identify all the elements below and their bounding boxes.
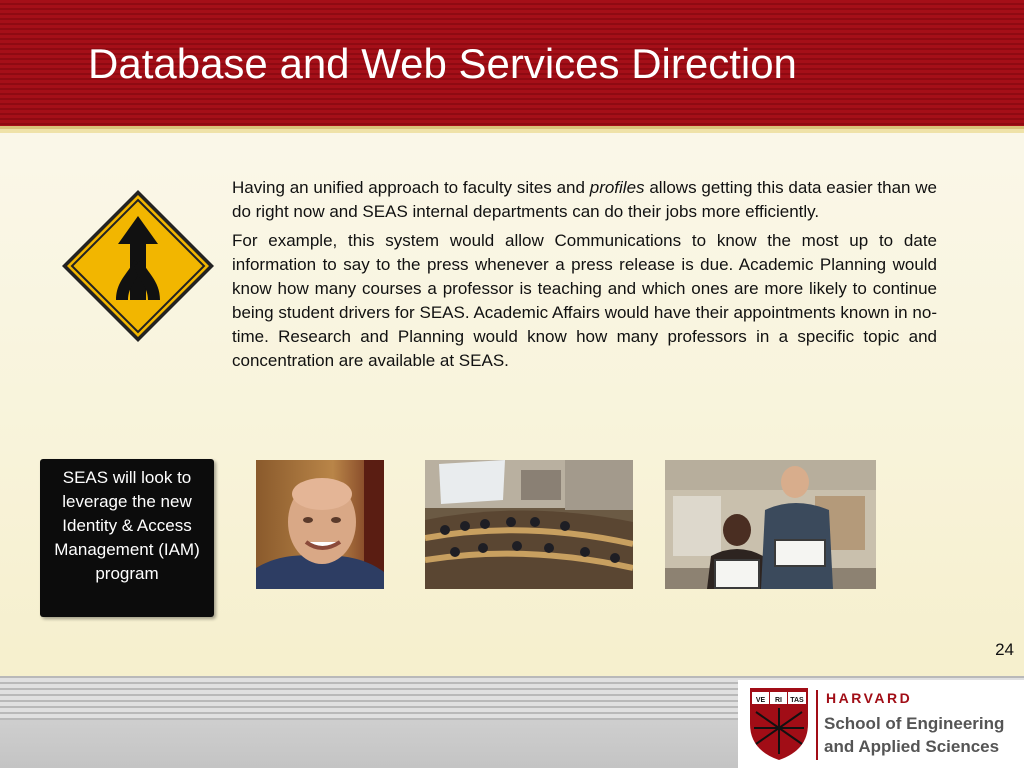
paragraph-example: For example, this system would allow Communications to know the most up to date information to say to the press whenever a press release is due. Academic Planning would know how many courses a professor is teaching and which ones are more likely to continue being student drivers for SEAS. Academic Affairs would have their appointments known in no-time. Research and Planning would know how many professors in a specific topic and concentration are available at SEAS. — [232, 231, 937, 370]
logo-school-line1: School of Engineering — [824, 714, 1005, 733]
photo-award — [665, 460, 876, 589]
shield-text-tas: TAS — [790, 697, 804, 704]
logo-school-line2: and Applied Sciences — [824, 737, 1000, 756]
logo-school-name — [824, 712, 1004, 758]
shield-text-ri: RI — [775, 697, 782, 704]
logo-divider — [816, 690, 818, 760]
page-number: 24 — [995, 640, 1014, 659]
shield-text-ve: VE — [755, 697, 766, 704]
merge-road-sign-icon — [60, 188, 216, 344]
logo-harvard-wordmark: HARVARD — [826, 690, 913, 706]
harvard-shield-icon — [748, 686, 810, 762]
photo-lecture-hall — [425, 460, 633, 589]
header-rule — [0, 126, 1024, 133]
emphasis-profiles: profiles — [589, 178, 645, 197]
body-text — [232, 176, 937, 378]
photo-portrait — [256, 460, 384, 589]
slide-title: Database and Web Services Direction — [88, 40, 797, 87]
iam-callout-box: SEAS will look to leverage the new Identity & Access Management (IAM) program — [40, 459, 214, 617]
paragraph-unified-approach: Having an unified approach to faculty sites and profiles allows getting this data easier than we do right now and SEAS internal departments can do their jobs more efficiently. — [232, 178, 937, 221]
